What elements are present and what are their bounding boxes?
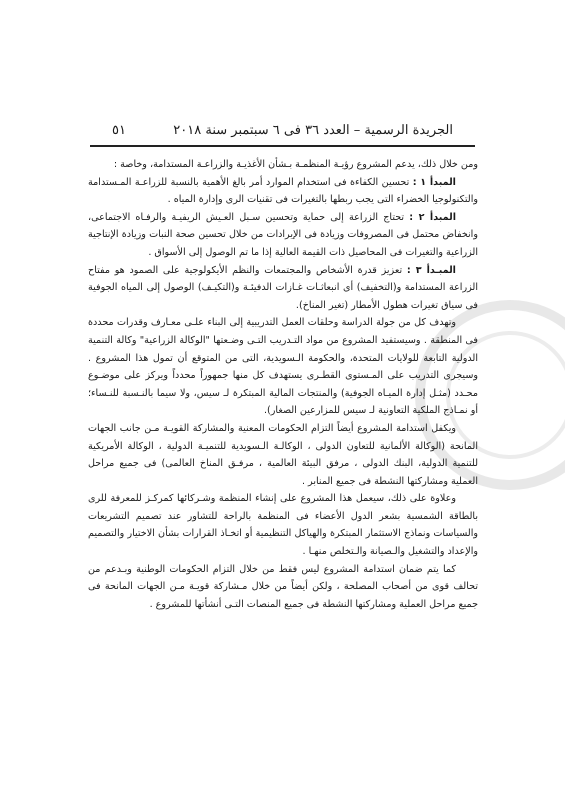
principle-text: تحتاج الزراعة إلى حماية وتحسين سـبل العـيش الريفيـة والرفـاه الاجتماعى، وانخفاض محتمل فى المصروفات وزيادة فى الإيرادات من خلال تحسين صحة النبات وزيادة الإنتاجية الزراعية والتغيرات فى المحاصيل ذات القيمة العالية إذا ما تم الوصول إلى الأسواق . bbox=[88, 211, 478, 258]
body-paragraph: وتهدف كل من جولة الدراسة وحلقات العمل التدريبية إلى البناء علـى معـارف وقدرات محددة فى المنطقة . وسيستفيد المشروع من مواد التـدريب التـى وضـعتها "الوكالة الزراعية" وكالة التنمية الدولية التابعة للولايات المتحدة، والحكومة الـسويدية، التى من المتوقع أن تمول هذا المشروع . وسيجرى التدريب على المـستوى القطـرى يستهدف كل منها جمهوراً محدداً ويركز على موضـوع محـدد (مثـل إدارة الميـاه الجوفية) والمنتجات المالية المبتكرة لـ سيس، ولا سيما بالنـسبة للنـساء؛ أو نمـاذج الملكية التعاونية لـ سيس للمزارعين الصغار). bbox=[88, 317, 478, 417]
header-title: الجريدة الرسمية – العدد ٣٦ فى ٦ سبتمبر سنة ٢٠١٨ bbox=[173, 123, 453, 138]
page-number: ٥١ bbox=[112, 123, 126, 138]
intro-paragraph: ومن خلال ذلك، يدعم المشروع رؤيـة المنظمـة بـشأن الأغذيـة والزراعـة المستدامة، وخاصة : bbox=[113, 159, 478, 170]
body-paragraph: ويكفل استدامة المشروع أيضاً التزام الحكومات المعنية والمشاركة القويـة مـن جانب الجهات المانحة (الوكالة الألمانية للتعاون الدولى ، الوكالـة الـسويدية للتنميـة الدولية ، الوكالة الأمريكية للتنمية الدولية، البنك الدولى ، مرفق البيئة العالمية ، مرفـق المناخ العالمى) فى جميع مراحل العملية ومشاركتها النشطة فى جميع المنابر . bbox=[88, 422, 478, 487]
page-header bbox=[112, 118, 453, 138]
header-divider bbox=[90, 145, 475, 147]
document-body bbox=[88, 156, 478, 613]
principle-3 bbox=[88, 262, 478, 315]
principle-label: المبـدأ ٣ : bbox=[406, 264, 456, 276]
body-paragraph: وعلاوة على ذلك، سيعمل هذا المشروع على إنشاء المنظمة وشـركائها كمركـز للمعرفة للرى بالطاقة الشمسية بشعر الدول الأعضاء فى المنظمة بالراحة للتشاور عند تصميم التشريعات والسياسات ونماذج الاستثمار المبتكرة والهياكل التنظيمية أو اتخـاذ القرارات بشأن الاختيار والتصميم والإعداد والتشغيل والـصيانة والـتخلص منهـا . bbox=[88, 493, 478, 558]
principle-1 bbox=[88, 174, 478, 209]
principle-text: تحسين الكفاءة فى استخدام الموارد أمر بالغ الأهمية بالنسبة للزراعـة المـستدامة والتكنولوجيا الخضراء التى يجب ربطها بالتغيرات فى تقنيات الرى وإدارة المياه . bbox=[88, 176, 478, 206]
principle-label: المبدأ ١ : bbox=[412, 176, 456, 188]
principle-label: المبدأ ٢ : bbox=[409, 211, 456, 223]
body-paragraph: كما يتم ضمان استدامة المشروع ليس فقط من خلال التزام الحكومات الوطنية وبـدعم من تحالف قوى من أصحاب المصلحة ، ولكن أيضاً من خلال مـشاركة قويـة مـن الجهات المانحة فى جميع مراحل العملية ومشاركتها النشطة فى جميع المنصات التـى أنشأتها للمشروع . bbox=[88, 563, 478, 610]
principle-2 bbox=[88, 209, 478, 262]
principle-text: تعزيز قدرة الأشخاص والمجتمعات والنظم الأيكولوجية على الصمود هو مفتاح الزراعة المستدامة و(التخفيف) أى انبعاثـات غـازات الدفيئـة و(التكيـف) الوصول إلى المياه الجوفية فى سياق تغيرات هطول الأمطار (تغير المناخ). bbox=[88, 264, 478, 311]
